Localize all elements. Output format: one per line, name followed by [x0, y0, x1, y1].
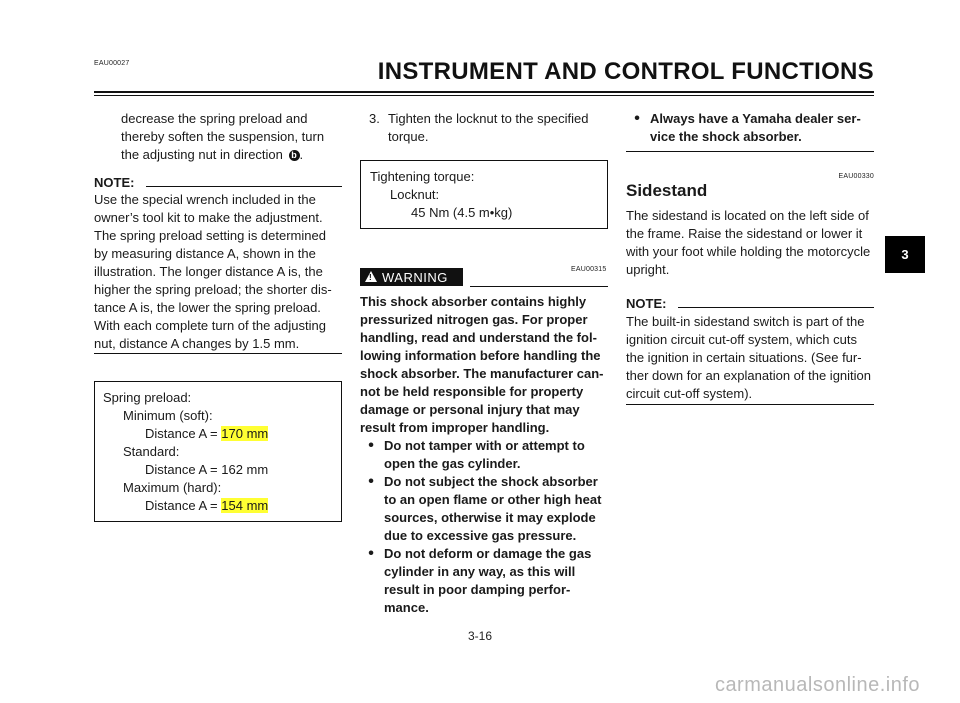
- note-line: circuit cut-off system).: [626, 386, 753, 401]
- intro-line: [121, 146, 341, 164]
- note-line: The spring preload setting is determined: [94, 228, 326, 243]
- note-line: illustration. The longer distance A is, the: [94, 264, 323, 279]
- torque-value: 45 Nm (4.5 m•kg): [411, 205, 513, 220]
- note-label: NOTE:: [94, 175, 135, 190]
- sidestand-line: the frame. Raise the sidestand or lower it: [626, 226, 863, 241]
- page-number: 3-16: [467, 629, 493, 643]
- bullet-line: Always have a Yamaha dealer ser-: [650, 111, 861, 126]
- step-text: [388, 110, 609, 146]
- sidestand-line: The sidestand is located on the left side of: [626, 208, 869, 223]
- warning-paragraph: [360, 293, 608, 617]
- note-line: With each complete turn of the adjusting: [94, 318, 326, 333]
- bullet-icon: •: [368, 437, 374, 454]
- watermark: carmanualsonline.info: [714, 674, 920, 696]
- warning-rule: [470, 286, 608, 287]
- note-rule: [678, 307, 874, 308]
- warning-line: handling, read and understand the fol-: [360, 330, 597, 345]
- spec-min-value: 170 mm: [221, 426, 269, 441]
- warning-badge: [360, 268, 463, 286]
- note-rule: [146, 186, 342, 187]
- intro-line: decrease the spring preload and: [121, 111, 308, 126]
- spec-max-line: [145, 497, 268, 515]
- bullet-line: Do not subject the shock absorber: [384, 474, 598, 489]
- warning-label: WARNING: [382, 270, 448, 285]
- bullet-line: due to excessive gas pressure.: [384, 528, 577, 543]
- step-number: 3.: [369, 111, 380, 126]
- step-line: Tighten the locknut to the specified: [388, 111, 589, 126]
- spec-max-label: Maximum (hard):: [123, 480, 222, 495]
- sidestand-line: with your foot while holding the motorcycle: [626, 244, 871, 259]
- note-line: ignition circuit cut-off system, which cuts: [626, 332, 857, 347]
- warning-triangle-icon: !: [365, 271, 377, 282]
- sidestand-paragraph: [626, 207, 874, 279]
- spec-min-line: [145, 425, 268, 443]
- bullet-line: open the gas cylinder.: [384, 456, 521, 471]
- bullet-line: cylinder in any way, as this will: [384, 564, 576, 579]
- bullet-icon: •: [368, 545, 374, 562]
- warning-line: not be held responsible for property: [360, 384, 584, 399]
- intro-end: .: [299, 147, 304, 162]
- note-line: tance A is, the lower the spring preload.: [94, 300, 321, 315]
- bullet-line: result in poor damping perfor-: [384, 582, 571, 597]
- step-line: torque.: [388, 129, 429, 144]
- intro-paragraph: [121, 110, 341, 164]
- chapter-tab[interactable]: 3: [885, 236, 925, 273]
- warning-bullet: [360, 437, 608, 473]
- note-heading-2: [626, 296, 874, 310]
- warning-line: This shock absorber contains highly: [360, 294, 587, 309]
- warning-line: lowing information before handling the: [360, 348, 601, 363]
- bullet-line: vice the shock absorber.: [650, 129, 802, 144]
- bullet-line: mance.: [384, 600, 429, 615]
- section-code: EAU00027: [94, 60, 130, 67]
- note-heading: [94, 175, 342, 189]
- note-line: the ignition in certain situations. (See fur-: [626, 350, 862, 365]
- note-paragraph: [94, 191, 342, 353]
- warning-line: shock absorber. The manufacturer can-: [360, 366, 604, 381]
- note-line: by measuring distance A, shown in the: [94, 246, 316, 261]
- note-label: NOTE:: [626, 296, 667, 311]
- bullet-line: to an open flame or other high heat: [384, 492, 602, 507]
- spec-max-value: 154 mm: [221, 498, 269, 513]
- warning-line: damage or personal injury that may: [360, 402, 580, 417]
- sidestand-line: upright.: [626, 262, 670, 277]
- spec-min-label: Minimum (soft):: [123, 408, 213, 423]
- note-line: ther down for an explanation of the ignition: [626, 368, 872, 383]
- torque-item: Locknut:: [390, 187, 440, 202]
- warning-end-rule: [626, 151, 874, 152]
- dealer-bullet: [626, 110, 874, 146]
- page-title: INSTRUMENT AND CONTROL FUNCTIONS: [377, 58, 874, 85]
- warning-bullet: [360, 473, 608, 545]
- direction-b-icon: b: [289, 150, 300, 161]
- warning-bullet: [360, 545, 608, 617]
- note-end-rule-2: [626, 404, 874, 405]
- warning-line: result from improper handling.: [360, 420, 550, 435]
- spec-std-line: Distance A = 162 mm: [145, 462, 269, 477]
- header-rule: [94, 91, 874, 93]
- spec-max-prefix: Distance A =: [145, 498, 218, 513]
- torque-title: Tightening torque:: [370, 169, 475, 184]
- spec-std-label: Standard:: [123, 444, 180, 459]
- note-line: Use the special wrench included in the: [94, 192, 316, 207]
- note-line: The built-in sidestand switch is part of the: [626, 314, 865, 329]
- note-line: higher the spring preload; the shorter dis-: [94, 282, 332, 297]
- intro-text: the adjusting nut in direction: [121, 147, 283, 162]
- bullet-line: Do not tamper with or attempt to: [384, 438, 585, 453]
- note-line: owner’s tool kit to make the adjustment.: [94, 210, 323, 225]
- bullet-icon: •: [634, 110, 640, 127]
- bullet-line: sources, otherwise it may explode: [384, 510, 596, 525]
- sidestand-heading: Sidestand: [626, 181, 708, 200]
- torque-spec-box: [360, 160, 608, 229]
- note-line: nut, distance A changes by 1.5 mm.: [94, 336, 300, 351]
- warning-code: EAU00315: [571, 266, 607, 273]
- bullet-line: Do not deform or damage the gas: [384, 546, 592, 561]
- header-rule-thin: [94, 95, 874, 96]
- intro-line: thereby soften the suspension, turn: [121, 129, 325, 144]
- spec-title: Spring preload:: [103, 390, 192, 405]
- dealer-bullet-row: [626, 110, 874, 146]
- spec-min-prefix: Distance A =: [145, 426, 218, 441]
- spring-preload-spec-box: [94, 381, 342, 522]
- note-paragraph-2: [626, 313, 874, 403]
- warning-line: pressurized nitrogen gas. For proper: [360, 312, 588, 327]
- bullet-icon: •: [368, 473, 374, 490]
- sidestand-code: EAU00330: [838, 173, 874, 180]
- note-end-rule: [94, 353, 342, 354]
